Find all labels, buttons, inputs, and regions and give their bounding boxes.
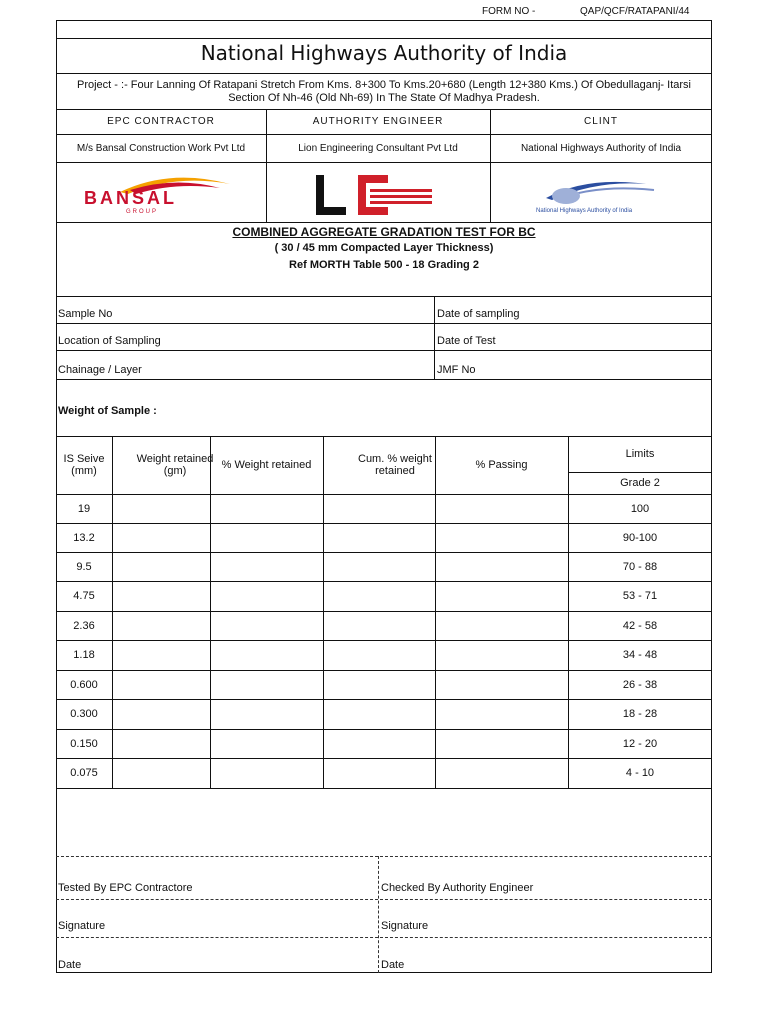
- date-of-test-label: Date of Test: [437, 335, 496, 347]
- form-no-value: QAP/QCF/RATAPANI/44: [580, 6, 690, 17]
- authority-engineer-name: Lion Engineering Consultant Pvt Ltd: [298, 143, 458, 154]
- divider: [56, 323, 712, 324]
- table-line: [56, 729, 712, 730]
- divider: [56, 109, 712, 110]
- grade-limit: 42 - 58: [622, 619, 658, 632]
- signoff-divider: [56, 899, 712, 900]
- grade-limit: 4 - 10: [625, 767, 655, 779]
- location-label: Location of Sampling: [58, 335, 161, 347]
- table-line: [56, 699, 712, 700]
- checked-by-label: Checked By Authority Engineer: [381, 882, 534, 894]
- sieve-size: 0.075: [70, 767, 98, 779]
- client-header: CLINT: [584, 116, 618, 127]
- signoff-divider: [378, 856, 379, 973]
- table-line: [56, 670, 712, 671]
- date-left-label: Date: [58, 959, 82, 971]
- header-limits: Limits: [625, 448, 655, 460]
- divider: [56, 350, 712, 351]
- divider: [266, 162, 267, 222]
- table-line: [435, 436, 436, 788]
- test-title: COMBINED AGGREGATE GRADATION TEST FOR BC: [232, 225, 536, 239]
- lion-engineering-logo: [314, 173, 434, 217]
- sieve-size: 9.5: [76, 560, 92, 573]
- authority-engineer-header: AUTHORITY ENGINEER: [312, 116, 444, 127]
- divider: [56, 296, 712, 297]
- nhai-logo: [526, 176, 676, 216]
- divider: [56, 38, 712, 39]
- bansal-logo: [80, 170, 240, 215]
- table-line: [56, 436, 712, 437]
- sample-no-label: Sample No: [58, 308, 113, 320]
- date-right-label: Date: [381, 959, 405, 971]
- client-name: National Highways Authority of India: [520, 143, 682, 154]
- divider: [56, 73, 712, 74]
- grade-limit: 90-100: [622, 531, 658, 544]
- table-line: [56, 611, 712, 612]
- page-title: National Highways Authority of India: [200, 41, 568, 65]
- header-cum-percent-weight: Cum. % weight retained: [358, 453, 432, 477]
- grade-limit: 70 - 88: [622, 560, 658, 573]
- divider: [56, 222, 712, 223]
- table-line: [56, 552, 712, 553]
- sieve-size: 1.18: [73, 649, 95, 661]
- sieve-size: 19: [77, 502, 91, 515]
- project-line-1: Project - :- Four Lanning Of Ratapani Stretch From Kms. 8+300 To Kms.20+680 (Length 12+380 Kms.) Of Obedullaganj- Itarsi: [77, 79, 691, 91]
- header-percent-passing: % Passing: [475, 459, 528, 471]
- signature-right-label: Signature: [381, 920, 429, 932]
- divider: [56, 162, 712, 163]
- table-line: [56, 523, 712, 524]
- grade-limit: 12 - 20: [622, 737, 658, 750]
- grade-limit: 53 - 71: [622, 590, 658, 602]
- divider: [434, 296, 435, 379]
- chainage-label: Chainage / Layer: [58, 364, 142, 376]
- header-grade-2: Grade 2: [620, 477, 660, 489]
- weight-of-sample-label: Weight of Sample :: [58, 405, 157, 417]
- project-line-2: Section Of Nh-46 (Old Nh-69) In The State Of Madhya Pradesh.: [228, 92, 540, 104]
- sieve-size: 0.150: [70, 737, 98, 750]
- signoff-divider: [56, 937, 712, 938]
- grade-limit: 100: [630, 502, 650, 515]
- table-line: [568, 436, 569, 788]
- header-percent-weight-retained: % Weight retained: [221, 459, 312, 471]
- jmf-no-label: JMF No: [437, 364, 476, 376]
- tested-by-label: Tested By EPC Contractore: [58, 882, 193, 894]
- table-line: [56, 788, 712, 789]
- lion-logo-text: LE: [314, 173, 316, 174]
- divider: [56, 379, 712, 380]
- header-is-sieve: IS Seive (mm): [63, 453, 105, 477]
- date-of-sampling-label: Date of sampling: [437, 308, 520, 320]
- test-subtitle-2: Ref MORTH Table 500 - 18 Grading 2: [289, 259, 479, 271]
- table-line: [56, 494, 712, 495]
- test-subtitle-1: ( 30 / 45 mm Compacted Layer Thickness): [274, 242, 494, 254]
- table-line: [56, 581, 712, 582]
- epc-contractor-name: M/s Bansal Construction Work Pvt Ltd: [76, 143, 246, 154]
- table-line: [56, 640, 712, 641]
- bansal-logo-sub: GROUP: [126, 209, 159, 215]
- table-line: [112, 436, 113, 788]
- signature-left-label: Signature: [58, 920, 106, 932]
- header-weight-retained: Weight retained (gm): [136, 453, 214, 477]
- nhai-logo-caption: National Highways Authority of India: [536, 208, 633, 214]
- sieve-size: 0.300: [70, 708, 98, 720]
- table-line: [56, 758, 712, 759]
- divider: [490, 162, 491, 222]
- table-line: [323, 436, 324, 788]
- sieve-size: 0.600: [70, 678, 98, 691]
- sieve-size: 4.75: [73, 590, 95, 602]
- sieve-size: 2.36: [73, 619, 95, 632]
- sieve-size: 13.2: [73, 531, 95, 544]
- grade-limit: 34 - 48: [622, 649, 658, 661]
- table-line: [568, 472, 712, 473]
- grade-limit: 26 - 38: [622, 678, 658, 691]
- grade-limit: 18 - 28: [622, 708, 658, 720]
- signoff-divider: [56, 856, 712, 857]
- form-no-label: FORM NO -: [482, 6, 536, 17]
- table-line: [210, 436, 211, 788]
- bansal-logo-text: BANSAL: [84, 188, 177, 208]
- epc-contractor-header: EPC CONTRACTOR: [107, 116, 215, 127]
- divider: [56, 134, 712, 135]
